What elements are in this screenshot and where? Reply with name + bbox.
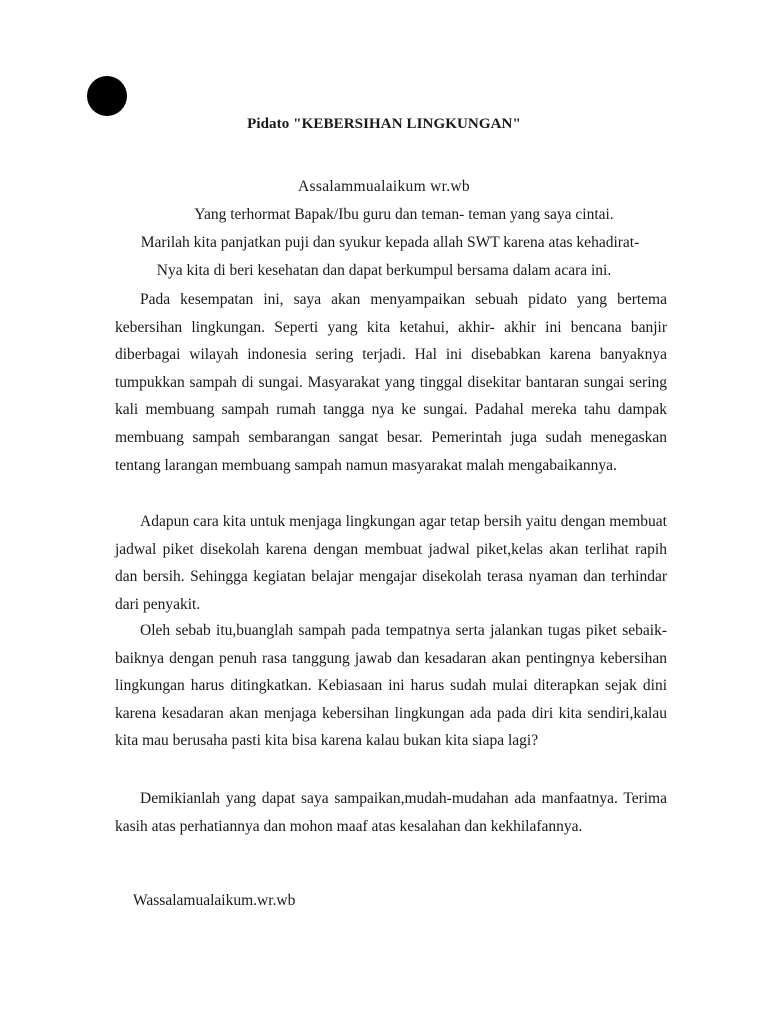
body-paragraph-3-block	[115, 617, 667, 755]
body-paragraph: Adapun cara kita untuk menjaga lingkungan agar tetap bersih yaitu dengan membuat jadwal piket disekolah karena dengan membuat jadwal piket,kelas akan terlihat rapih dan bersih. Sehingga kegiatan belajar mengajar disekolah terasa nyaman dan terhindar dari penyakit.	[115, 513, 667, 613]
opening-line-3: Nya kita di beri kesehatan dan dapat berkumpul bersama dalam acara ini.	[156, 262, 612, 279]
body-paragraph-1-block	[115, 286, 667, 479]
opening-line-1: Yang terhormat Bapak/Ibu guru dan teman- teman yang saya cintai.	[194, 206, 614, 223]
body-paragraph: Pada kesempatan ini, saya akan menyampaikan sebuah pidato yang bertema kebersihan lingkungan. Seperti yang kita ketahui, akhir- akhir ini bencana banjir diberbagai wilayah indonesia sering terjadi. Hal ini disebabkan karena banyaknya tumpukkan sampah di sungai. Masyarakat yang tinggal disekitar bantaran sungai sering kali membuang sampah rumah tangga nya ke sungai. Padahal mereka tahu dampak membuang sampah sembarangan sangat besar. Pemerintah juga sudah menegaskan tentang larangan membuang sampah namun masyarakat malah mengabaikannya.	[115, 291, 667, 474]
body-paragraph-2-block	[115, 508, 667, 618]
closing-greeting: Wassalamualaikum.wr.wb	[133, 892, 296, 909]
body-paragraph-4-block	[115, 785, 667, 840]
body-paragraph: Oleh sebab itu,buanglah sampah pada tempatnya serta jalankan tugas piket sebaik-baiknya dengan penuh rasa tanggung jawab dan kesadaran akan pentingnya kebersihan lingkungan harus ditingkatkan. Kebiasaan ini harus sudah mulai diterapkan sejak dini karena kesadaran akan menjaga kebersihan lingkungan ada pada diri kita sendiri,kalau kita mau berusaha pasti kita bisa karena kalau bukan kita siapa lagi?	[115, 622, 667, 750]
opening-line-2: Marilah kita panjatkan puji dan syukur kepada allah SWT karena atas kehadirat-	[140, 234, 640, 251]
speech-title: Pidato "KEBERSIHAN LINGKUNGAN"	[247, 116, 521, 132]
opening-greeting: Assalammualaikum wr.wb	[298, 178, 470, 195]
body-paragraph: Demikianlah yang dapat saya sampaikan,mudah-mudahan ada manfaatnya. Terima kasih atas perhatiannya dan mohon maaf atas kesalahan dan kekhilafannya.	[115, 790, 667, 835]
black-dot-mark	[87, 76, 127, 116]
